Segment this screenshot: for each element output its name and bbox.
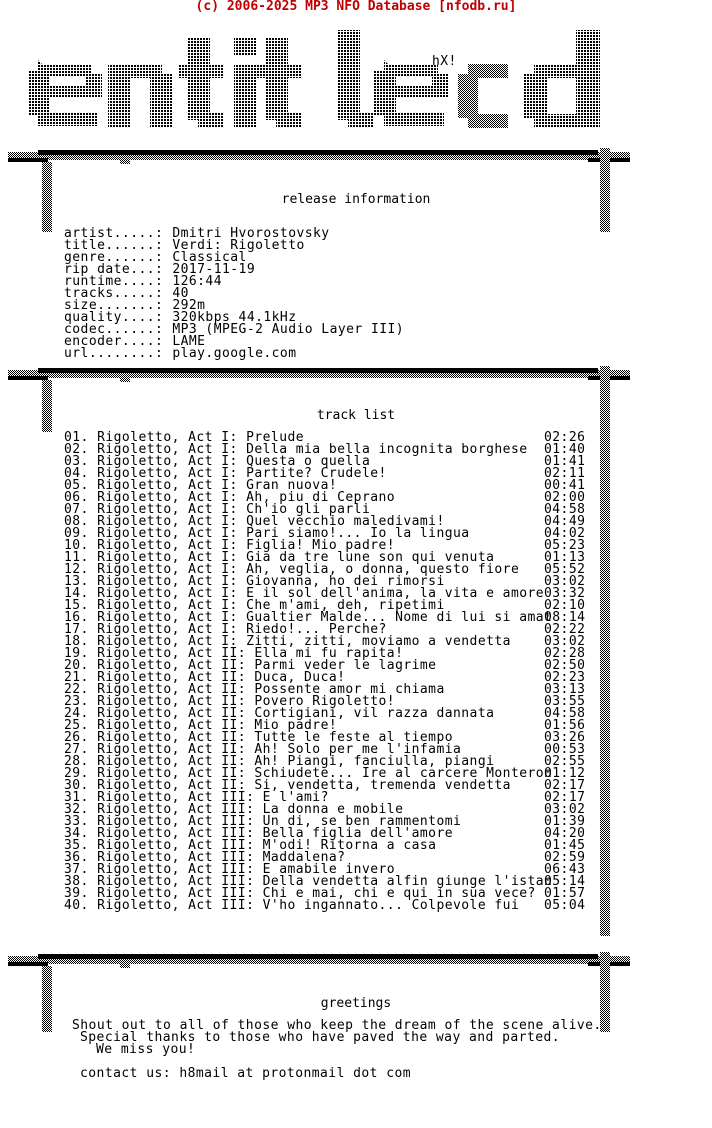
release-field-label: tracks.....: xyxy=(64,286,164,301)
release-field-value: Dmitri Hvorostovsky xyxy=(172,226,330,241)
release-field-value: 292m xyxy=(172,298,206,313)
track-duration: 05:04 xyxy=(544,898,586,913)
entitled-logo xyxy=(20,20,630,140)
track-title: 30. Rigoletto, Act II: Si, vendetta, tremenda vendetta xyxy=(64,778,511,793)
track-duration: 05:52 xyxy=(544,562,586,577)
release-field-value: 40 xyxy=(172,286,189,301)
track-title: 29. Rigoletto, Act II: Schiudete... Ire al carcere Monteron xyxy=(64,766,553,781)
track-duration: 08:14 xyxy=(544,610,586,625)
track-title: 24. Rigoletto, Act II: Cortigiani, vil razza dannata xyxy=(64,706,495,721)
track-duration: 01:12 xyxy=(544,766,586,781)
track-title: 25. Rigoletto, Act II: Mio padre! xyxy=(64,718,338,733)
track-duration: 02:23 xyxy=(544,670,586,685)
release-field-value: LAME xyxy=(172,334,206,349)
track-duration: 01:40 xyxy=(544,442,586,457)
release-field-value: play.google.com xyxy=(172,346,297,361)
track-title: 23. Rigoletto, Act II: Povero Rigoletto! xyxy=(64,694,396,709)
track-duration: 01:13 xyxy=(544,550,586,565)
track-title: 06. Rigoletto, Act I: Ah, piu di Ceprano xyxy=(64,490,396,505)
track-list-title: track list xyxy=(316,408,396,423)
track-title: 07. Rigoletto, Act I: Ch'io gli parli xyxy=(64,502,371,517)
release-field-value: Classical xyxy=(172,250,247,265)
track-duration: 03:13 xyxy=(544,682,586,697)
track-duration: 02:22 xyxy=(544,622,586,637)
track-title: 16. Rigoletto, Act I: Gualtier Malde... Nome di lui si amat xyxy=(64,610,553,625)
greeting-line: We miss you! xyxy=(96,1042,196,1057)
track-duration: 03:32 xyxy=(544,586,586,601)
release-field-value: MP3 (MPEG-2 Audio Layer III) xyxy=(172,322,405,337)
release-field-label: codec......: xyxy=(64,322,164,337)
track-duration: 01:45 xyxy=(544,838,586,853)
track-duration: 02:00 xyxy=(544,490,586,505)
track-title: 33. Rigoletto, Act III: Un di, se ben rammentomi xyxy=(64,814,462,829)
track-duration: 02:59 xyxy=(544,850,586,865)
track-duration: 04:02 xyxy=(544,526,586,541)
release-field-label: size.......: xyxy=(64,298,164,313)
track-duration: 03:02 xyxy=(544,802,586,817)
track-title: 38. Rigoletto, Act III: Della vendetta alfin giunge l'istan xyxy=(64,874,553,889)
release-field-label: quality....: xyxy=(64,310,164,325)
track-duration: 01:39 xyxy=(544,814,586,829)
track-title: 14. Rigoletto, Act I: E il sol dell'anima, la vita e amore xyxy=(64,586,545,601)
contact-line: contact us: h8mail at protonmail dot com xyxy=(80,1066,412,1081)
track-title: 17. Rigoletto, Act I: Riedo!... Perche? xyxy=(64,622,387,637)
track-duration: 03:55 xyxy=(544,694,586,709)
track-duration: 01:56 xyxy=(544,718,586,733)
track-duration: 05:23 xyxy=(544,538,586,553)
track-title: 37. Rigoletto, Act III: E amabile invero xyxy=(64,862,396,877)
track-duration: 01:41 xyxy=(544,454,586,469)
track-title: 35. Rigoletto, Act III: M'odi! Ritorna a casa xyxy=(64,838,437,853)
release-field-value: Verdi: Rigoletto xyxy=(172,238,305,253)
section-divider xyxy=(8,148,630,232)
track-duration: 03:02 xyxy=(544,574,586,589)
track-duration: 02:10 xyxy=(544,598,586,613)
track-duration: 00:41 xyxy=(544,478,586,493)
release-field-value: 320kbps 44.1kHz xyxy=(172,310,297,325)
track-duration: 03:02 xyxy=(544,634,586,649)
decorative-side-bar xyxy=(600,430,610,936)
track-title: 05. Rigoletto, Act I: Gran nuova! xyxy=(64,478,338,493)
track-title: 18. Rigoletto, Act I: Zitti, zitti, moviamo a vendetta xyxy=(64,634,511,649)
track-duration: 00:53 xyxy=(544,742,586,757)
track-title: 10. Rigoletto, Act I: Figlia! Mio padre! xyxy=(64,538,396,553)
logo-tag: hX! xyxy=(432,54,457,69)
track-title: 19. Rigoletto, Act II: Ella mi fu rapita! xyxy=(64,646,404,661)
track-duration: 02:26 xyxy=(544,430,586,445)
track-title: 12. Rigoletto, Act I: Ah, veglia, o donna, questo fiore xyxy=(64,562,520,577)
track-title: 01. Rigoletto, Act I: Prelude xyxy=(64,430,305,445)
track-title: 22. Rigoletto, Act II: Possente amor mi chiama xyxy=(64,682,445,697)
track-title: 04. Rigoletto, Act I: Partite? Crudele! xyxy=(64,466,387,481)
track-title: 27. Rigoletto, Act II: Ah! Solo per me l'infamia xyxy=(64,742,462,757)
greetings-title: greetings xyxy=(320,996,392,1011)
track-title: 31. Rigoletto, Act III: E l'ami? xyxy=(64,790,329,805)
release-field-label: artist.....: xyxy=(64,226,164,241)
track-title: 32. Rigoletto, Act III: La donna e mobile xyxy=(64,802,404,817)
track-duration: 02:11 xyxy=(544,466,586,481)
track-duration: 03:26 xyxy=(544,730,586,745)
release-field-label: encoder....: xyxy=(64,334,164,349)
track-duration: 02:17 xyxy=(544,778,586,793)
greeting-line: Shout out to all of those who keep the dream of the scene alive. xyxy=(72,1018,602,1033)
track-duration: 05:14 xyxy=(544,874,586,889)
track-duration: 04:20 xyxy=(544,826,586,841)
track-title: 40. Rigoletto, Act III: V'ho ingannato... Colpevole fui xyxy=(64,898,520,913)
track-duration: 02:28 xyxy=(544,646,586,661)
greeting-line: Special thanks to those who have paved the way and parted. xyxy=(80,1030,561,1045)
track-duration: 06:43 xyxy=(544,862,586,877)
track-title: 08. Rigoletto, Act I: Quel vecchio maledivami! xyxy=(64,514,445,529)
track-title: 20. Rigoletto, Act II: Parmi veder le lagrime xyxy=(64,658,437,673)
track-duration: 02:17 xyxy=(544,790,586,805)
release-field-value: 126:44 xyxy=(172,274,222,289)
release-field-label: url........: xyxy=(64,346,164,361)
release-info-title: release information xyxy=(281,192,431,207)
track-duration: 04:49 xyxy=(544,514,586,529)
track-title: 34. Rigoletto, Act III: Bella figlia dell'amore xyxy=(64,826,454,841)
track-duration: 01:57 xyxy=(544,886,586,901)
track-title: 02. Rigoletto, Act I: Della mia bella incognita borghese xyxy=(64,442,528,457)
track-duration: 02:55 xyxy=(544,754,586,769)
release-field-label: title......: xyxy=(64,238,164,253)
track-duration: 04:58 xyxy=(544,706,586,721)
track-title: 26. Rigoletto, Act II: Tutte le feste al tiempo xyxy=(64,730,454,745)
track-title: 36. Rigoletto, Act III: Maddalena? xyxy=(64,850,346,865)
release-field-label: genre......: xyxy=(64,250,164,265)
track-title: 21. Rigoletto, Act II: Duca, Duca! xyxy=(64,670,346,685)
release-field-label: runtime....: xyxy=(64,274,164,289)
track-title: 13. Rigoletto, Act I: Giovanna, ho dei rimorsi xyxy=(64,574,445,589)
track-title: 03. Rigoletto, Act I: Questa o quella xyxy=(64,454,371,469)
track-title: 15. Rigoletto, Act I: Che m'ami, deh, ripetimi xyxy=(64,598,445,613)
track-title: 11. Rigoletto, Act I: Gia da tre lune son qui venuta xyxy=(64,550,495,565)
track-duration: 02:50 xyxy=(544,658,586,673)
track-duration: 04:58 xyxy=(544,502,586,517)
track-title: 09. Rigoletto, Act I: Pari siamo!... Io la lingua xyxy=(64,526,470,541)
release-field-row xyxy=(64,348,296,360)
track-title: 28. Rigoletto, Act II: Ah! Piangi, fanciulla, piangi xyxy=(64,754,495,769)
track-title: 39. Rigoletto, Act III: Chi e mai, chi e qui in sua vece? xyxy=(64,886,536,901)
release-field-value: 2017-11-19 xyxy=(172,262,256,277)
release-field-label: rip date...: xyxy=(64,262,164,277)
copyright-header: (c) 2006-2025 MP3 NFO Database [nfodb.ru] xyxy=(195,0,517,14)
